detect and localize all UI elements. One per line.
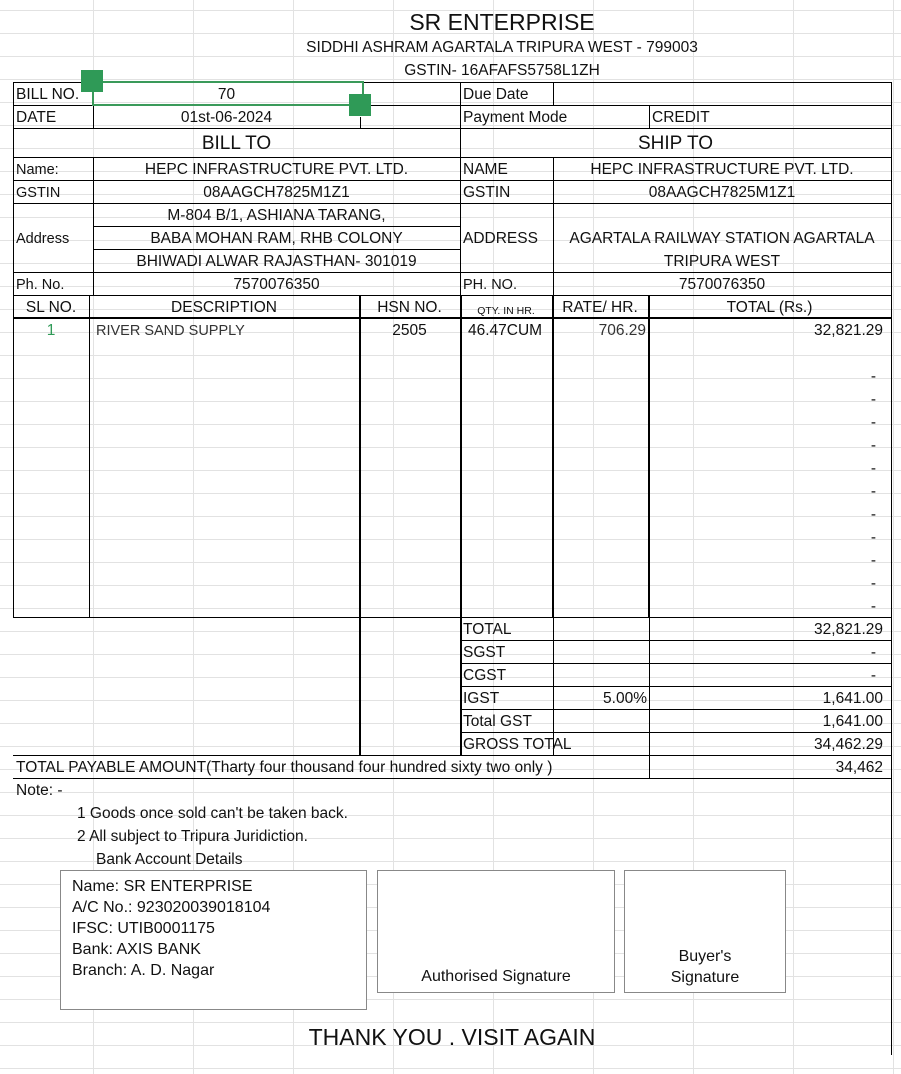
col-rule <box>89 295 90 617</box>
bill-to-address-label: Address <box>16 231 70 247</box>
ship-to-address-line-1: AGARTALA RAILWAY STATION AGARTALA <box>569 230 875 247</box>
blank-total-mark: - <box>870 460 876 477</box>
summary-total-label: TOTAL <box>463 621 512 638</box>
col-rule <box>649 105 650 128</box>
item-rate: 706.29 <box>598 322 646 339</box>
row-rule <box>13 157 891 158</box>
blank-total-mark: - <box>870 529 876 546</box>
row-rule <box>461 732 891 733</box>
row-rule <box>461 686 891 687</box>
row-rule <box>93 249 460 250</box>
row-rule <box>13 203 891 204</box>
bank-account-no: A/C No.: 923020039018104 <box>72 899 271 916</box>
company-name: SR ENTERPRISE <box>409 9 595 35</box>
item-total: 32,821.29 <box>814 322 883 339</box>
note-label: Note: - <box>16 782 63 799</box>
col-header-description: DESCRIPTION <box>171 299 277 316</box>
bill-to-address-line-3: BHIWADI ALWAR RAJASTHAN- 301019 <box>136 253 417 270</box>
col-header-qty: QTY. IN HR. <box>477 305 535 317</box>
row-rule <box>13 295 891 296</box>
company-address: SIDDHI ASHRAM AGARTALA TRIPURA WEST - 799003 <box>306 39 698 56</box>
row-rule <box>13 272 891 273</box>
row-rule <box>461 663 891 664</box>
col-rule <box>891 295 892 755</box>
ship-to-phone-label: PH. NO. <box>463 277 517 293</box>
bank-details-heading: Bank Account Details <box>96 851 243 868</box>
item-qty: 46.47CUM <box>468 322 543 339</box>
col-rule <box>360 117 361 128</box>
row-rule <box>93 226 460 227</box>
item-hsn: 2505 <box>392 322 427 339</box>
note-item-2: 2 All subject to Tripura Juridiction. <box>77 828 308 845</box>
payable-amount: 34,462 <box>835 759 883 776</box>
bank-name: Name: SR ENTERPRISE <box>72 878 253 895</box>
bill-to-address-line-2: BABA MOHAN RAM, RHB COLONY <box>150 230 403 247</box>
payment-mode-value: CREDIT <box>652 109 710 126</box>
row-rule <box>461 640 891 641</box>
payment-mode-label: Payment Mode <box>463 109 568 126</box>
ship-to-gstin-label: GSTIN <box>463 184 511 201</box>
col-header-hsn: HSN NO. <box>377 299 442 316</box>
blank-total-mark: - <box>870 391 876 408</box>
date-value: 01st-06-2024 <box>180 109 273 126</box>
payable-amount-label: TOTAL PAYABLE AMOUNT(Tharty four thousand four hundred sixty two only ) <box>16 759 553 776</box>
summary-igst-label: IGST <box>463 690 500 707</box>
note-item-1: 1 Goods once sold can't be taken back. <box>77 805 348 822</box>
bill-to-gstin: 08AAGCH7825M1Z1 <box>203 184 350 201</box>
bill-to-heading: BILL TO <box>201 133 272 154</box>
ship-to-name: HEPC INFRASTRUCTURE PVT. LTD. <box>590 161 854 178</box>
bill-to-phone: 7570076350 <box>233 276 320 293</box>
row-rule <box>13 128 891 129</box>
row-rule <box>13 755 891 756</box>
col-rule <box>13 82 14 617</box>
col-rule <box>460 157 461 295</box>
buyer-signature-line1: Buyer's <box>678 948 732 965</box>
bank-ifsc: IFSC: UTIB0001175 <box>72 920 215 937</box>
authorised-signature-label: Authorised Signature <box>421 968 571 985</box>
ship-to-heading: SHIP TO <box>638 133 713 154</box>
item-description: RIVER SAND SUPPLY <box>96 323 245 339</box>
ship-to-phone: 7570076350 <box>678 276 766 293</box>
summary-total-gst-label: Total GST <box>463 713 532 730</box>
blank-total-mark: - <box>870 483 876 500</box>
bill-to-name-label: Name: <box>16 162 59 178</box>
row-rule <box>13 180 891 181</box>
company-gstin: GSTIN- 16AFAFS5758L1ZH <box>404 62 600 79</box>
summary-cgst-label: CGST <box>463 667 507 684</box>
summary-cgst: - <box>870 667 876 684</box>
summary-igst: 1,641.00 <box>822 690 883 707</box>
items-bottom-rule <box>13 617 891 618</box>
blank-total-mark: - <box>870 598 876 615</box>
blank-total-mark: - <box>870 506 876 523</box>
item-sl: 1 <box>46 322 56 339</box>
blank-total-mark: - <box>870 437 876 454</box>
bill-to-name: HEPC INFRASTRUCTURE PVT. LTD. <box>144 161 409 178</box>
blank-total-mark: - <box>870 414 876 431</box>
date-label: DATE <box>16 109 57 126</box>
bill-to-gstin-label: GSTIN <box>16 185 61 201</box>
blank-total-mark: - <box>870 575 876 592</box>
col-rule <box>553 82 554 105</box>
summary-gross-total: 34,462.29 <box>814 736 883 753</box>
blank-total-mark: - <box>870 368 876 385</box>
bill-to-address-line-1: M-804 B/1, ASHIANA TARANG, <box>167 207 386 224</box>
row-rule <box>13 778 891 779</box>
summary-gross-total-label: GROSS TOTAL <box>463 736 572 753</box>
col-rule <box>460 295 462 755</box>
bill-no-label: BILL NO. <box>16 86 80 103</box>
blank-total-mark: - <box>870 552 876 569</box>
ship-to-name-label: NAME <box>463 161 508 178</box>
summary-igst-rate: 5.00% <box>603 690 647 707</box>
row-rule <box>461 709 891 710</box>
bill-no-value: 70 <box>217 86 236 103</box>
bank-bank-name: Bank: AXIS BANK <box>72 941 201 958</box>
buyer-signature-line2: Signature <box>670 969 740 986</box>
summary-total-gst: 1,641.00 <box>822 713 883 730</box>
ship-to-address-line-2: TRIPURA WEST <box>663 253 781 270</box>
summary-sgst-label: SGST <box>463 644 506 661</box>
bill-to-phone-label: Ph. No. <box>16 277 65 293</box>
summary-total: 32,821.29 <box>814 621 883 638</box>
col-rule <box>359 295 361 755</box>
due-date-label: Due Date <box>463 86 529 103</box>
bank-branch: Branch: A. D. Nagar <box>72 962 215 979</box>
col-header-rate: RATE/ HR. <box>562 299 638 316</box>
ship-to-address-label: ADDRESS <box>463 230 538 247</box>
thank-you-message: THANK YOU . VISIT AGAIN <box>308 1024 596 1050</box>
ship-to-gstin: 08AAGCH7825M1Z1 <box>648 184 796 201</box>
col-header-sl: SL NO. <box>25 299 77 316</box>
col-rule <box>552 295 554 618</box>
col-header-total: TOTAL (Rs.) <box>726 299 813 316</box>
summary-sgst: - <box>870 644 876 661</box>
